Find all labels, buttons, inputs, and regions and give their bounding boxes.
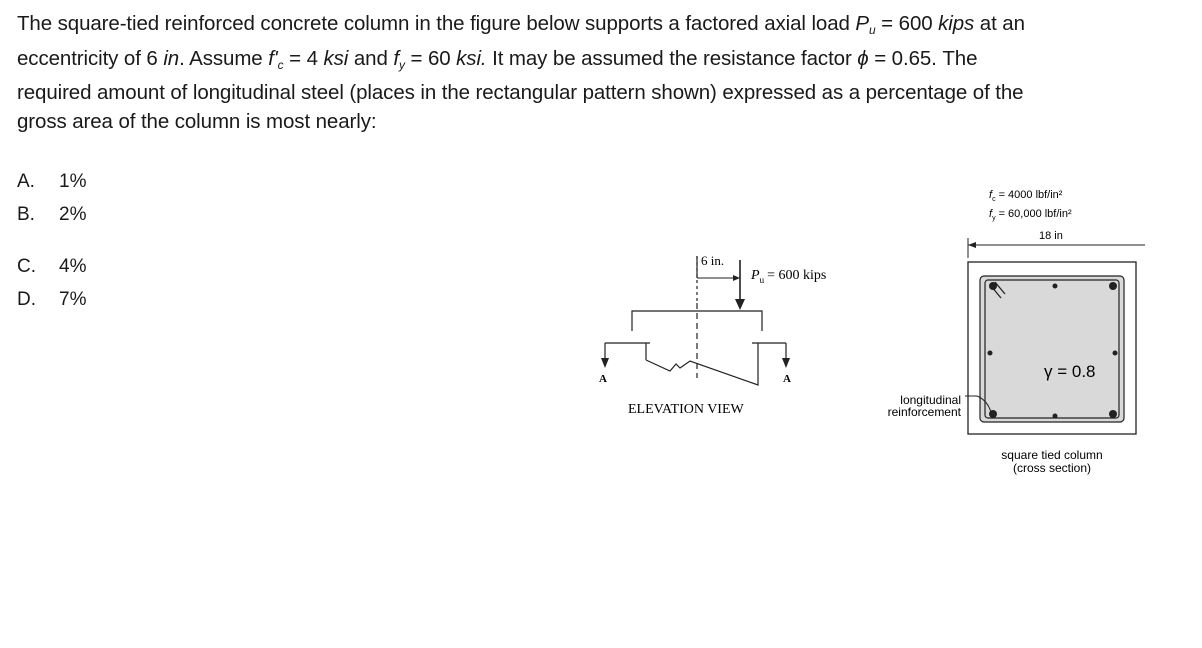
cross-section-figure <box>855 178 1145 498</box>
option-c[interactable]: C. 4% <box>17 256 87 277</box>
section-mark-left: A <box>599 373 607 385</box>
fc-property: $f_c = 4000$ lbf/in² <box>989 189 1063 203</box>
longitudinal-label-2: reinforcement <box>887 405 961 419</box>
elevation-view-figure <box>590 248 860 428</box>
gamma-label: γ = 0.8 <box>1044 362 1096 381</box>
load-label: $P_u = 600$ kips <box>751 268 827 285</box>
option-a[interactable]: A. 1% <box>17 171 87 192</box>
section-mark-right: A <box>783 373 791 385</box>
cross-section-caption-1: square tied column <box>1001 448 1103 462</box>
width-label: 18 in <box>1039 230 1063 242</box>
option-b[interactable]: B. 2% <box>17 204 87 225</box>
elevation-title: ELEVATION VIEW <box>628 402 744 417</box>
eccentricity-label: 6 in. <box>701 253 725 268</box>
longitudinal-label-1: longitudinal <box>900 393 961 407</box>
question-text: The square-tied reinforced concrete column in the figure below supports a factored axial load $P_u = 600$ kips at an eccentricity of 6 in. Assume $f'_c = 4$ ksi and $f_y = 60$ ksi. It may be assumed the resistance factor ϕ = 0.65. The required amount of longitudinal steel (places in the rectangular pattern shown) expressed as a percentage of the gross area of the column is most nearly: <box>17 12 1025 133</box>
cross-section-caption-2: (cross section) <box>1012 461 1092 475</box>
option-d[interactable]: D. 7% <box>17 289 87 310</box>
fy-property: $f_y = 60,000$ lbf/in² <box>989 208 1072 222</box>
